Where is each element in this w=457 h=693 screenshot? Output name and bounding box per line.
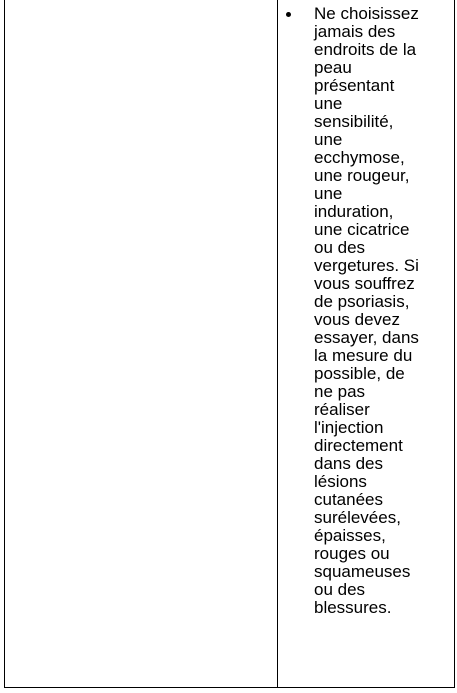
bullet-icon bbox=[286, 12, 291, 17]
list-item bbox=[314, 5, 424, 617]
table-cell-right bbox=[278, 0, 454, 687]
table-cell-left bbox=[5, 0, 278, 687]
list-item-text: Ne choisissez jamais des endroits de la peau présentant une sensibilité, une ecchymose, une rougeur, une induration, une cicatrice ou des vergetures. Si vous souffrez de psoriasis, vous devez essayer, dans la mesure du possible, de ne pas réaliser l'injection directement dans des lésions cutanées surélevées, épaisses, rouges ou squameuses ou des blessures. bbox=[314, 4, 419, 617]
document-table bbox=[4, 0, 455, 688]
bullet-list bbox=[314, 5, 424, 617]
